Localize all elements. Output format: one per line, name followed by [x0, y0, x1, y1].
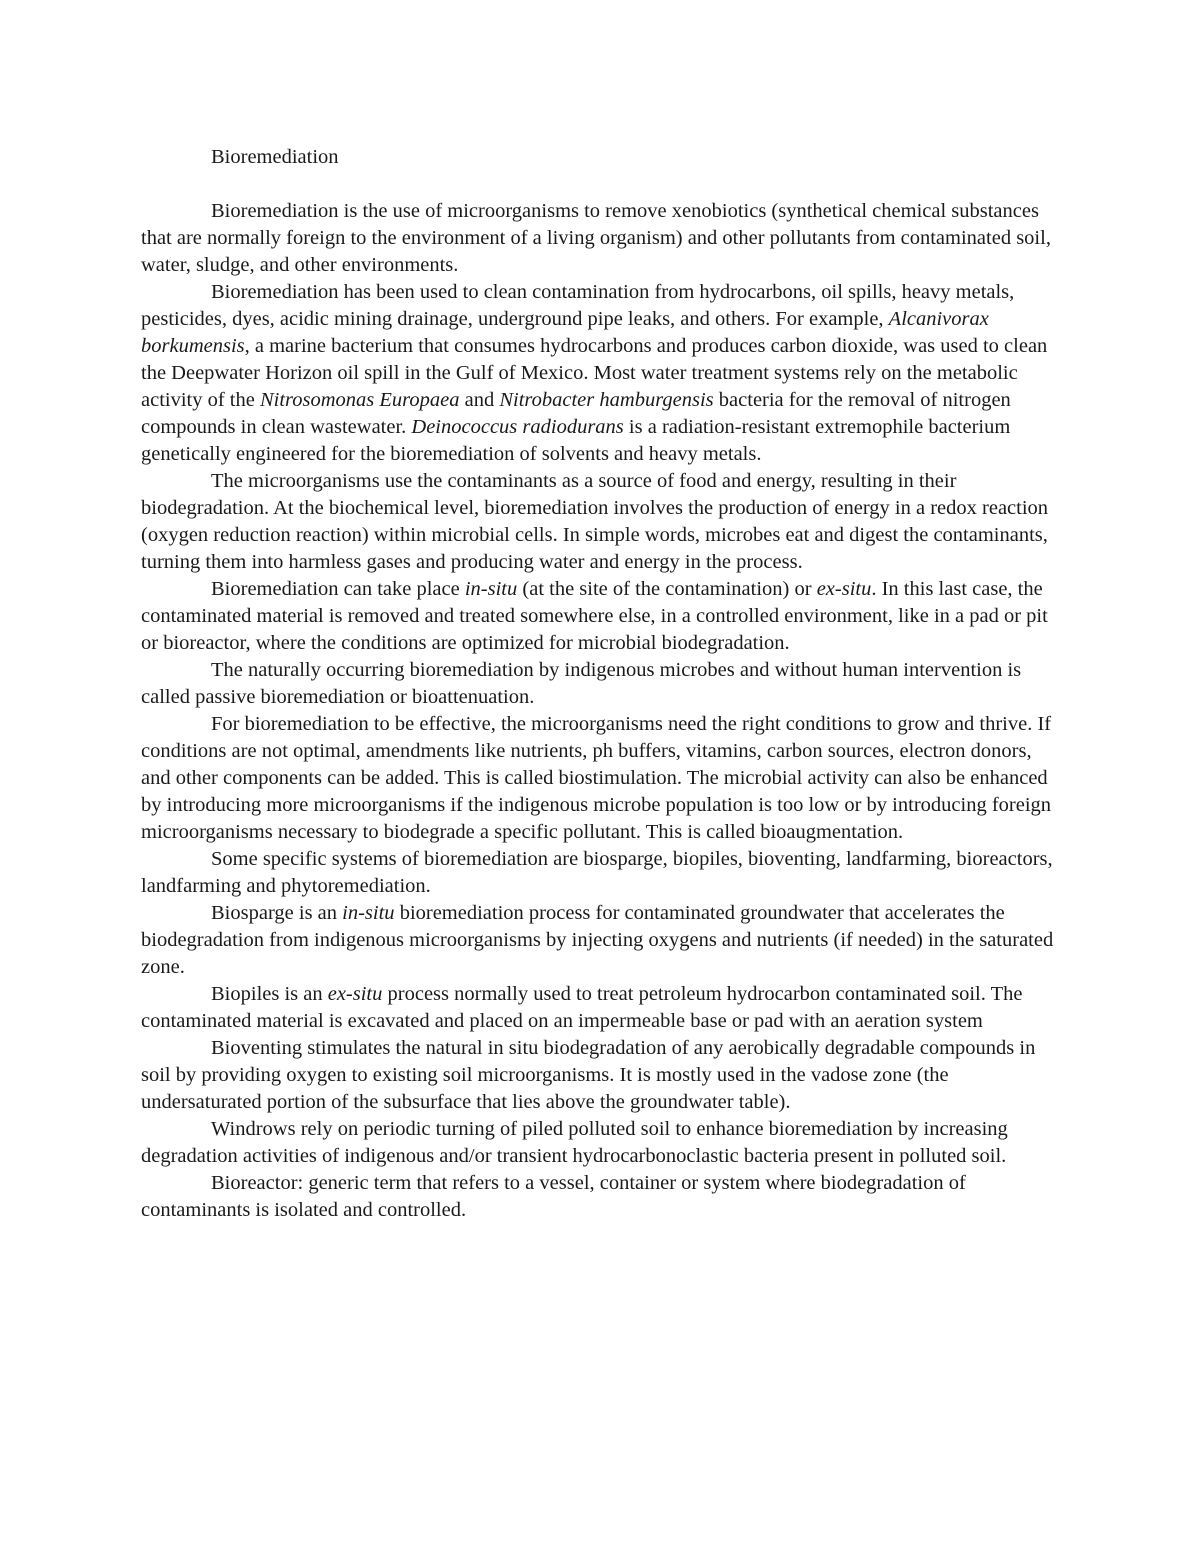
italic-term: ex-situ — [816, 578, 872, 600]
text-run: . In this last case, the contaminated material is removed and treated somewhere else, in a controlled environment, like in a pad or pit or bioreactor, where the conditions are optimized for microbial biodegradation. — [141, 578, 1048, 654]
paragraph — [141, 711, 1061, 846]
italic-term: ex-situ — [327, 983, 383, 1005]
document-body — [141, 144, 1061, 1224]
text-run: Biopiles is an — [211, 983, 328, 1005]
text-run: Biosparge is an — [211, 902, 343, 924]
italic-term: in-situ — [342, 902, 395, 924]
paragraph — [141, 1170, 1061, 1224]
paragraph — [141, 198, 1061, 279]
italic-term: Nitrobacter hamburgensis — [499, 389, 714, 411]
text-run: bioremediation process for contaminated groundwater that accelerates the biodegradation from indigenous microorganisms by injecting oxygens and nutrients (if needed) in the saturated zone. — [141, 902, 1054, 978]
text-run: Bioreactor: generic term that refers to a vessel, container or system where biodegradation of contaminants is isolated and controlled. — [141, 1172, 966, 1221]
italic-term: Alcanivorax borkumensis — [141, 308, 989, 357]
paragraph — [141, 279, 1061, 468]
text-run: process normally used to treat petroleum hydrocarbon contaminated soil. The contaminated material is excavated and placed on an impermeable base or pad with an aeration system — [141, 983, 1023, 1032]
text-run: is a radiation-resistant extremophile bacterium genetically engineered for the bioremediation of solvents and heavy metals. — [141, 416, 1011, 465]
paragraph — [141, 900, 1061, 981]
document-title: Bioremediation — [211, 146, 339, 168]
text-run: For bioremediation to be effective, the microorganisms need the right conditions to grow and thrive. If conditions are not optimal, amendments like nutrients, ph buffers, vitamins, carbon sources, electron donors, and other components can be added. This is called biostimulation. The microbial activity can also be enhanced by introducing more microorganisms if the indigenous microbe population is too low or by introducing foreign microorganisms necessary to biodegrade a specific pollutant. This is called bioaugmentation. — [141, 713, 1052, 843]
paragraph-list — [141, 198, 1061, 1224]
paragraph — [141, 657, 1061, 711]
text-run: Bioventing stimulates the natural in situ biodegradation of any aerobically degradable compounds in soil by providing oxygen to existing soil microorganisms. It is mostly used in the vadose zone (the undersaturated portion of the subsurface that lies above the groundwater table). — [141, 1037, 1036, 1113]
text-run: The microorganisms use the contaminants as a source of food and energy, resulting in their biodegradation. At the biochemical level, bioremediation involves the production of energy in a redox reaction (oxygen reduction reaction) within microbial cells. In simple words, microbes eat and digest the contaminants, turning them into harmless gases and producing water and energy in the process. — [141, 470, 1049, 573]
text-run: and — [459, 389, 500, 411]
text-run: Windrows rely on periodic turning of piled polluted soil to enhance bioremediation by increasing degradation activities of indigenous and/or transient hydrocarbonoclastic bacteria present in polluted soil. — [141, 1118, 1008, 1167]
text-run: The naturally occurring bioremediation by indigenous microbes and without human intervention is called passive bioremediation or bioattenuation. — [141, 659, 1022, 708]
paragraph — [141, 468, 1061, 576]
italic-term: in-situ — [464, 578, 518, 600]
text-run: Bioremediation has been used to clean contamination from hydrocarbons, oil spills, heavy metals, pesticides, dyes, acidic mining drainage, underground pipe leaks, and others. For example, — [141, 281, 1015, 330]
paragraph — [141, 576, 1061, 657]
paragraph — [141, 846, 1061, 900]
italic-term: Deinococcus radiodurans — [411, 416, 624, 438]
text-run: (at the site of the contamination) or — [517, 578, 817, 600]
paragraph — [141, 1116, 1061, 1170]
paragraph — [141, 1035, 1061, 1116]
text-run: Bioremediation is the use of microorganisms to remove xenobiotics (synthetical chemical substances that are normally foreign to the environment of a living organism) and other pollutants from contaminated soil, water, sludge, and other environments. — [141, 200, 1051, 276]
paragraph — [141, 981, 1061, 1035]
text-run: bacteria for the removal of nitrogen compounds in clean wastewater. — [141, 389, 1011, 438]
text-run: Some specific systems of bioremediation are biosparge, biopiles, bioventing, landfarming, bioreactors, landfarming and phytoremediation. — [141, 848, 1053, 897]
text-run: Bioremediation can take place — [211, 578, 465, 600]
text-run: , a marine bacterium that consumes hydrocarbons and produces carbon dioxide, was used to clean the Deepwater Horizon oil spill in the Gulf of Mexico. Most water treatment systems rely on the metabolic activity of the — [141, 335, 1048, 411]
italic-term: Nitrosomonas Europaea — [259, 389, 460, 411]
